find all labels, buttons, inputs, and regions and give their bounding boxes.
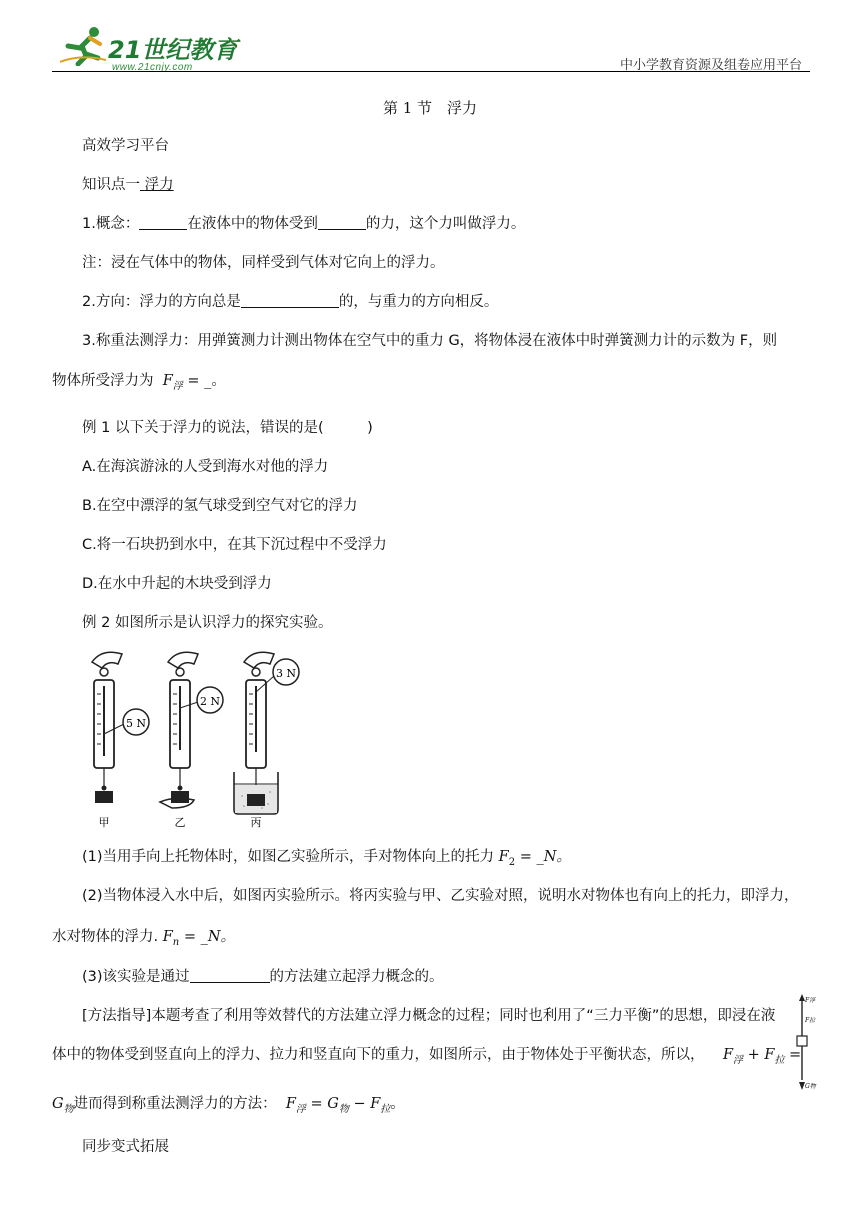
label-yi: 乙 (174, 816, 186, 829)
formula-balance: $F_浮 + F_拉$ = (722, 1047, 802, 1066)
example-2-q2-line1: (2)当物体浸入水中后，如图丙实验所示。将丙实验与甲、乙实验对照，说明水对物体也有向上的托力，即浮力， (82, 888, 799, 904)
reading-jia: 5 N (125, 717, 147, 730)
site-logo (60, 24, 238, 76)
example-1-option-d: D.在水中升起的木块受到浮力 (82, 576, 272, 592)
blank-3 (241, 293, 339, 308)
example-2-q1: (1)当用手向上托物体时，如图乙实验所示，手对物体向上的托力 $F_2$ = _N。 (82, 849, 571, 868)
logo-url: www.21cnjy.com (112, 62, 193, 73)
page-title: 第 1 节 浮力 (382, 99, 478, 117)
spring-scale-experiment-figure (78, 646, 314, 830)
knowledge-point-heading (82, 175, 174, 195)
label-f-pull: F拉 (805, 1017, 816, 1024)
formula-weigh-method: $F_浮 = G_物 - F_拉$。 (285, 1096, 405, 1115)
note-line: 注：浸在气体中的物体，同样受到气体对它向上的浮力。 (82, 255, 445, 271)
logo-name: 21世纪教育 (108, 36, 238, 64)
blank-1 (139, 215, 187, 230)
reading-bing: 3 N (275, 667, 297, 680)
header-divider (52, 71, 810, 72)
label-jia: 甲 (98, 816, 110, 829)
example-2-stem: 例 2 如图所示是认识浮力的探究实验。 (82, 615, 333, 631)
example-1-option-a: A.在海滨游泳的人受到海水对他的浮力 (82, 459, 329, 475)
formula-f2: $F_2$ = _N。 (498, 849, 571, 868)
section-heading: 高效学习平台 (82, 138, 169, 154)
example-1-stem: 例 1 以下关于浮力的说法，错误的是( ) (82, 420, 373, 436)
formula-fn: $F_n$ = _N。 (162, 929, 236, 948)
method-guide-line-3: $G_物$进而得到称重法测浮力的方法： $F_浮 = G_物 - F_拉$。 (52, 1096, 405, 1115)
direction-line: 2.方向：浮力的方向总是 的，与重力的方向相反。 (82, 294, 499, 310)
concept-line: 1.概念： 在液体中的物体受到 的力，这个力叫做浮力。 (82, 216, 526, 232)
sync-heading: 同步变式拓展 (82, 1139, 169, 1155)
reading-yi: 2 N (199, 695, 221, 708)
example-1-option-c: C.将一石块扔到水中，在其下沉过程中不受浮力 (82, 537, 387, 553)
three-force-diagram (792, 994, 820, 1090)
blank-4 (190, 968, 270, 983)
header-platform-text: 中小学教育资源及组卷应用平台 (619, 58, 802, 73)
blank-2 (318, 215, 366, 230)
method-guide-line-1: [方法指导]本题考查了利用等效替代的方法建立浮力概念的过程；同时也利用了“三力平衡”的思想，即浸在液 (82, 1008, 776, 1024)
example-2-q2-line2: 水对物体的浮力. $F_n$ = _N。 (52, 929, 236, 948)
runner-logo-icon (60, 24, 110, 66)
kp-label: 知识点一 (82, 177, 140, 193)
label-bing: 丙 (250, 816, 262, 829)
scale-yi (160, 652, 223, 808)
example-1-option-b: B.在空中漂浮的氢气球受到空气对它的浮力 (82, 498, 358, 514)
label-f-buoy: F浮 (805, 997, 816, 1004)
kp-topic: 浮力 (144, 177, 174, 193)
weigh-line-1: 3.称重法测浮力：用弹簧测力计测出物体在空气中的重力 G，将物体浸在液体中时弹簧测力计的示数为 F，则 (82, 333, 778, 349)
label-g: G物 (805, 1083, 816, 1090)
formula-f-buoy: $F_浮$ = _。 (162, 373, 226, 392)
method-guide-line-2: 体中的物体受到竖直向上的浮力、拉力和竖直向下的重力，如图所示，由于物体处于平衡状态，所以， $F_浮 + F_拉$ = (52, 1047, 802, 1066)
example-2-q3: (3)该实验是通过 的方法建立起浮力概念的。 (82, 969, 444, 985)
weigh-line-2: 物体所受浮力为 $F_浮$ = _。 (52, 373, 226, 392)
